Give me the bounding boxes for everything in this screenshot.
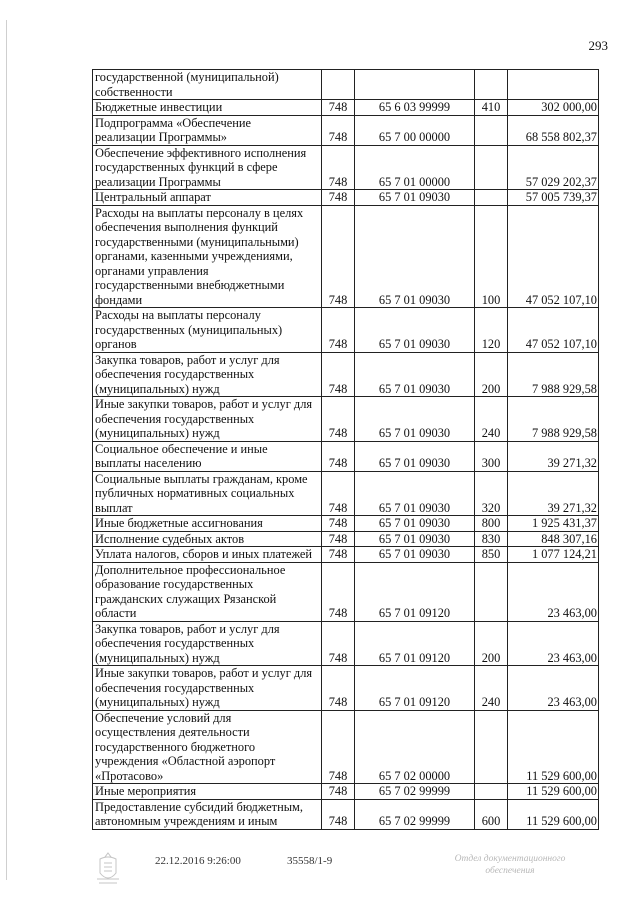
row-name-cell: Уплата налогов, сборов и иных платежей (93, 547, 322, 563)
row-csr-cell: 65 7 01 09120 (355, 621, 475, 666)
row-name-cell: Социальные выплаты гражданам, кроме публичных нормативных социальных выплат (93, 471, 322, 516)
row-sum-cell: 68 558 802,37 (508, 115, 599, 145)
row-name-cell: Иные бюджетные ассигнования (93, 516, 322, 532)
coat-of-arms-emblem (95, 851, 121, 887)
row-vr-cell (475, 190, 508, 206)
row-csr-cell: 65 7 01 09030 (355, 516, 475, 532)
row-sum-cell: 47 052 107,10 (508, 308, 599, 353)
row-ved-cell: 748 (322, 441, 355, 471)
row-sum-cell: 1 077 124,21 (508, 547, 599, 563)
row-vr-cell (475, 562, 508, 621)
row-name-cell: Центральный аппарат (93, 190, 322, 206)
row-csr-cell: 65 7 01 09030 (355, 397, 475, 442)
row-ved-cell: 748 (322, 190, 355, 206)
row-vr-cell: 100 (475, 205, 508, 308)
table-row (93, 710, 599, 784)
table-row (93, 562, 599, 621)
row-sum-cell: 302 000,00 (508, 100, 599, 116)
row-csr-cell: 65 7 00 00000 (355, 115, 475, 145)
row-name-cell: Предоставление субсидий бюджетным, автономным учреждениям и иным (93, 799, 322, 829)
row-name-cell: Социальное обеспечение и иные выплаты населению (93, 441, 322, 471)
row-sum-cell: 11 529 600,00 (508, 784, 599, 800)
row-vr-cell: 320 (475, 471, 508, 516)
row-ved-cell: 748 (322, 799, 355, 829)
row-ved-cell: 748 (322, 308, 355, 353)
row-vr-cell: 600 (475, 799, 508, 829)
table-row (93, 205, 599, 308)
table-row (93, 352, 599, 397)
row-vr-cell (475, 115, 508, 145)
row-name-cell: Подпрограмма «Обеспечение реализации Программы» (93, 115, 322, 145)
row-ved-cell: 748 (322, 471, 355, 516)
table-row (93, 100, 599, 116)
row-csr-cell: 65 7 02 99999 (355, 784, 475, 800)
row-name-cell: Расходы на выплаты персоналу государственных (муниципальных) органов (93, 308, 322, 353)
row-sum-cell: 11 529 600,00 (508, 799, 599, 829)
row-name-cell: Закупка товаров, работ и услуг для обеспечения государственных (муниципальных) нужд (93, 621, 322, 666)
row-vr-cell: 240 (475, 666, 508, 711)
row-ved-cell: 748 (322, 145, 355, 190)
row-ved-cell: 748 (322, 547, 355, 563)
table-row (93, 397, 599, 442)
row-sum-cell: 23 463,00 (508, 666, 599, 711)
table-row (93, 441, 599, 471)
row-csr-cell: 65 6 03 99999 (355, 100, 475, 116)
table-row (93, 70, 599, 100)
row-sum-cell: 23 463,00 (508, 621, 599, 666)
row-csr-cell: 65 7 02 00000 (355, 710, 475, 784)
row-ved-cell: 748 (322, 531, 355, 547)
row-csr-cell: 65 7 01 09030 (355, 471, 475, 516)
row-vr-cell: 200 (475, 352, 508, 397)
row-sum-cell: 848 307,16 (508, 531, 599, 547)
row-sum-cell: 7 988 929,58 (508, 397, 599, 442)
row-sum-cell (508, 70, 599, 100)
scan-margin-line (6, 20, 7, 880)
row-name-cell: государственной (муниципальной) собственности (93, 70, 322, 100)
row-name-cell: Обеспечение эффективного исполнения государственных функций в сфере реализации Программы (93, 145, 322, 190)
budget-table (92, 69, 599, 830)
row-ved-cell: 748 (322, 352, 355, 397)
row-ved-cell: 748 (322, 710, 355, 784)
department-stamp (450, 853, 570, 877)
table-row (93, 784, 599, 800)
table-row (93, 666, 599, 711)
table-row (93, 621, 599, 666)
row-sum-cell: 23 463,00 (508, 562, 599, 621)
row-name-cell: Иные мероприятия (93, 784, 322, 800)
row-vr-cell (475, 710, 508, 784)
table-row (93, 190, 599, 206)
row-sum-cell: 57 029 202,37 (508, 145, 599, 190)
row-csr-cell: 65 7 01 09030 (355, 547, 475, 563)
row-vr-cell: 800 (475, 516, 508, 532)
row-csr-cell: 65 7 01 09030 (355, 205, 475, 308)
row-ved-cell (322, 70, 355, 100)
row-sum-cell: 11 529 600,00 (508, 710, 599, 784)
row-ved-cell: 748 (322, 562, 355, 621)
row-ved-cell: 748 (322, 100, 355, 116)
row-ved-cell: 748 (322, 397, 355, 442)
row-sum-cell: 39 271,32 (508, 471, 599, 516)
table-row (93, 516, 599, 532)
table-row (93, 145, 599, 190)
row-ved-cell: 748 (322, 205, 355, 308)
row-name-cell: Бюджетные инвестиции (93, 100, 322, 116)
row-csr-cell: 65 7 02 99999 (355, 799, 475, 829)
table-row (93, 471, 599, 516)
row-name-cell: Дополнительное профессиональное образование государственных гражданских служащих Рязанской области (93, 562, 322, 621)
row-csr-cell: 65 7 01 09030 (355, 352, 475, 397)
row-ved-cell: 748 (322, 666, 355, 711)
stamp-line-1: Отдел документационного (454, 854, 566, 864)
page-number: 293 (588, 38, 608, 53)
footer-date: 22.12.2016 9:26:00 (155, 855, 241, 867)
table-row (93, 531, 599, 547)
row-ved-cell: 748 (322, 115, 355, 145)
row-csr-cell: 65 7 01 09030 (355, 441, 475, 471)
row-csr-cell: 65 7 01 09120 (355, 562, 475, 621)
row-csr-cell: 65 7 01 09030 (355, 531, 475, 547)
row-vr-cell: 200 (475, 621, 508, 666)
row-csr-cell: 65 7 01 09030 (355, 308, 475, 353)
row-sum-cell: 47 052 107,10 (508, 205, 599, 308)
row-name-cell: Обеспечение условий для осуществления деятельности государственного бюджетного учреждения «Областной аэропорт «Протасово» (93, 710, 322, 784)
row-vr-cell (475, 784, 508, 800)
row-name-cell: Закупка товаров, работ и услуг для обеспечения государственных (муниципальных) нужд (93, 352, 322, 397)
footer-document-number: 35558/1-9 (287, 855, 333, 867)
row-vr-cell: 830 (475, 531, 508, 547)
row-vr-cell: 300 (475, 441, 508, 471)
row-vr-cell: 410 (475, 100, 508, 116)
row-name-cell: Исполнение судебных актов (93, 531, 322, 547)
table-row (93, 308, 599, 353)
table-row (93, 547, 599, 563)
row-csr-cell: 65 7 01 09030 (355, 190, 475, 206)
row-vr-cell: 850 (475, 547, 508, 563)
budget-table-body (93, 70, 599, 830)
row-name-cell: Иные закупки товаров, работ и услуг для обеспечения государственных (муниципальных) нужд (93, 397, 322, 442)
row-vr-cell (475, 70, 508, 100)
row-name-cell: Расходы на выплаты персоналу в целях обеспечения выполнения функций государственными (муниципальными) органами, казенными учреждениями, органами управления государственными внебюджетными фондами (93, 205, 322, 308)
row-sum-cell: 1 925 431,37 (508, 516, 599, 532)
table-row (93, 115, 599, 145)
row-sum-cell: 57 005 739,37 (508, 190, 599, 206)
row-vr-cell: 120 (475, 308, 508, 353)
row-name-cell: Иные закупки товаров, работ и услуг для обеспечения государственных (муниципальных) нужд (93, 666, 322, 711)
row-vr-cell (475, 145, 508, 190)
row-ved-cell: 748 (322, 621, 355, 666)
row-sum-cell: 39 271,32 (508, 441, 599, 471)
row-csr-cell (355, 70, 475, 100)
row-csr-cell: 65 7 01 09120 (355, 666, 475, 711)
row-csr-cell: 65 7 01 00000 (355, 145, 475, 190)
row-ved-cell: 748 (322, 784, 355, 800)
row-ved-cell: 748 (322, 516, 355, 532)
row-vr-cell: 240 (475, 397, 508, 442)
stamp-line-2: обеспечения (485, 866, 535, 876)
table-row (93, 799, 599, 829)
row-sum-cell: 7 988 929,58 (508, 352, 599, 397)
